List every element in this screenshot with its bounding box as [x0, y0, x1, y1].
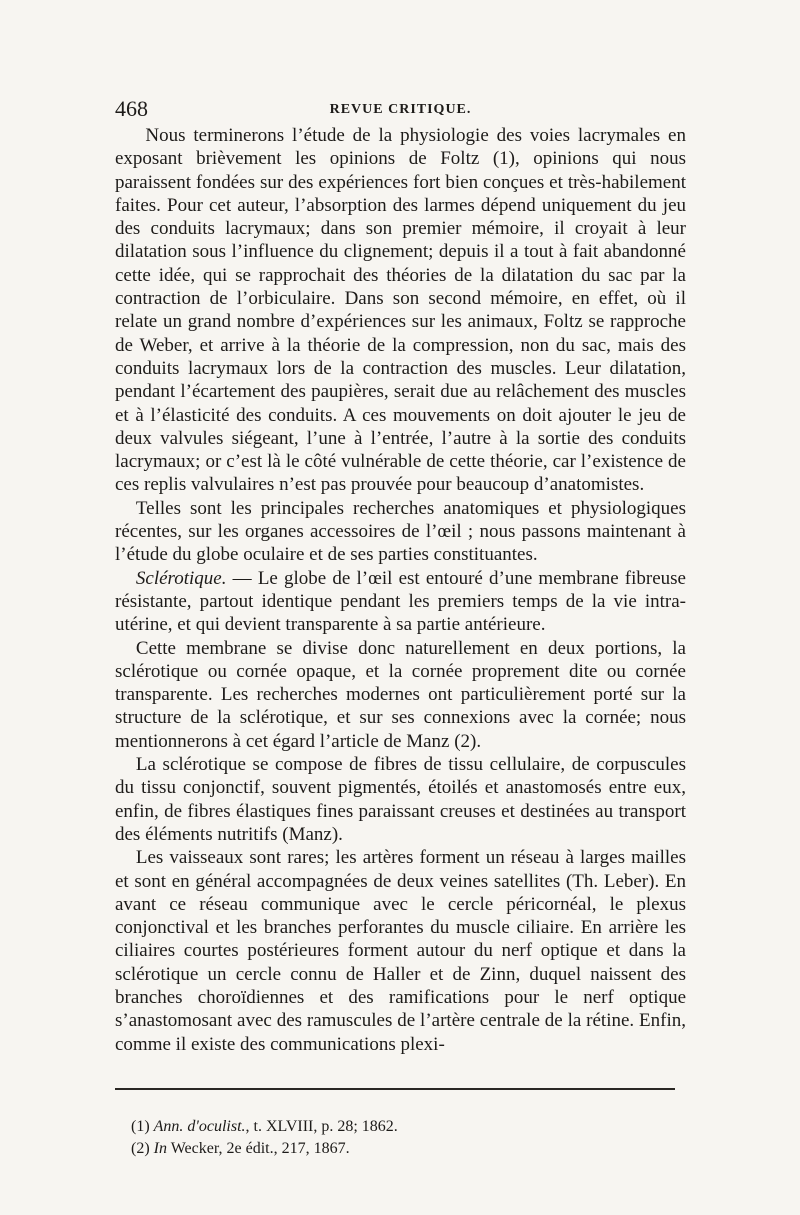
paragraph: La sclérotique se compose de fibres de tissu cellulaire, de corpuscules du tissu conjonctif, souvent pigmentés, étoilés et anastomosés entre eux, enfin, de fibres élastiques fines paraissant creuses et destinées au transport des éléments nutritifs (Manz). [115, 754, 686, 845]
footnote [131, 1138, 686, 1160]
paragraph [115, 567, 686, 637]
footnote-details: , t. XLVIII, p. 28; 1862. [245, 1117, 398, 1135]
footnote-details: Wecker, 2e édit., 217, 1867. [166, 1139, 350, 1157]
footnote-number: (1) [131, 1117, 150, 1135]
paragraph: Cette membrane se divise donc naturellement en deux portions, la sclérotique ou cornée opaque, et la cornée proprement dite ou cornée transparente. Les recherches modernes ont particulièrement porté sur la structure de la sclérotique, et sur ses connexions avec la cornée; nous mentionnerons à cet égard l’article de Manz (2). [115, 637, 686, 752]
section-title: Sclérotique. [135, 567, 227, 589]
paragraph: Les vaisseaux sont rares; les artères forment un réseau à larges mailles et sont en général accompagnées de deux veines satellites (Th. Leber). En avant ce réseau communique avec le cercle péricornéal, le plexus conjonctival et les branches perforantes du muscle ciliaire. En arrière les ciliaires courtes postérieures forment autour du nerf optique et dans la sclérotique un cercle connu de Haller et de Zinn, duquel naissent des branches choroïdiennes et des ramifications pour le nerf optique s’anastomosant avec des ramuscules de l’artère centrale de la rétine. Enfin, comme il existe des communications plexi- [115, 847, 686, 1055]
footnote-source: In [153, 1139, 167, 1157]
paragraph: Nous terminerons l’étude de la physiologie des voies lacrymales en exposant brièvement les opinions de Foltz (1), opinions qui nous paraissent fondées sur des expériences fort bien conçues et très-habilement faites. Pour cet auteur, l’absorption des larmes dépend uniquement du jeu des conduits lacrymaux; dans son premier mémoire, il croyait à leur dilatation sous l’influence du clignement; depuis il a tout à fait abandonné cette idée, qui se rapprochait des théories de la dilatation du sac par la contraction de l’orbiculaire. Dans son second mémoire, en effet, où il relate un grand nombre d’expériences sur les animaux, Foltz se rapproche de Weber, et arrive à la théorie de la compression, non du sac, mais des conduits lacrymaux lors de la contraction des muscles. Leur dilatation, pendant l’écartement des paupières, serait due au relâchement des muscles et à l’élasticité des conduits. A ces mouvements on doit ajouter le jeu de deux valvules siégeant, l’une à l’entrée, l’autre à la sortie des conduits lacrymaux; or c’est là le côté vulnérable de cette théorie, car l’existence de ces replis valvulaires n’est pas prouvée pour beaucoup d’anatomistes. [115, 125, 686, 496]
footnote-rule [115, 1088, 675, 1090]
body-text [115, 124, 686, 1056]
page [115, 92, 686, 1160]
page-number: 468 [115, 96, 148, 121]
footnote [131, 1116, 686, 1138]
paragraph: Telles sont les principales recherches anatomiques et physiologiques récentes, sur les organes accessoires de l’œil ; nous passons maintenant à l’étude du globe oculaire et de ses parties constituantes. [115, 497, 686, 566]
running-head: REVUE CRITIQUE. [329, 102, 472, 117]
page-header [115, 92, 686, 124]
paragraph-text: — Le globe de l’œil est entouré d’une membrane fibreuse résistante, partout identique pendant les premiers temps de la vie intra-utérine, et qui devient transparente à sa partie antérieure. [115, 567, 686, 636]
footnotes [115, 1116, 686, 1160]
footnote-number: (2) [131, 1139, 150, 1157]
footnote-source: Ann. d'oculist. [153, 1117, 246, 1135]
